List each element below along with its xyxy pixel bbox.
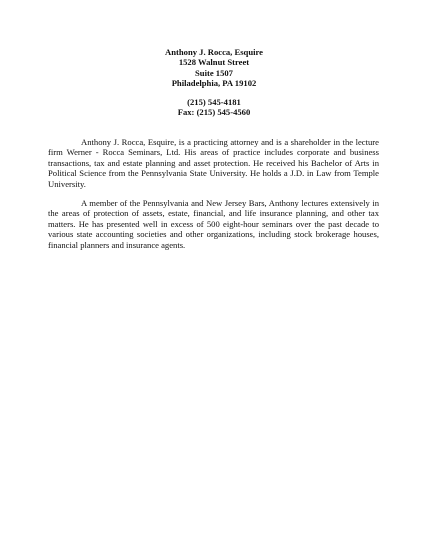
city-state-zip: Philadelphia, PA 19102 <box>171 77 257 88</box>
bio-paragraph-lectures: A member of the Pennsylvania and New Jersey Bars, Anthony lectures extensively in the areas of protection of assets, estate, financial, and life insurance planning, and other tax matters. He has presented well in excess of 500 eight-hour seminars over the past decade to various state accounting societies and other organizations, including stock brokerage houses, financial planners and insurance agents. <box>48 198 379 250</box>
header-spacer <box>0 88 428 97</box>
fax-number: Fax: (215) 545-4560 <box>177 107 251 118</box>
bio-paragraph-practice: Anthony J. Rocca, Esquire, is a practicing attorney and is a shareholder in the lecture firm Werner - Rocca Seminars, Ltd. His areas of practice includes corporate and business transactions, tax and estate planning and asset protection. He received his Bachelor of Arts in Political Science from the Pennsylvania State University. He holds a J.D. in Law from Temple University. <box>48 137 379 189</box>
phone-number: (215) 545-4181 <box>187 97 241 108</box>
attorney-name: Anthony J. Rocca, Esquire <box>165 47 263 57</box>
street-address: 1528 Walnut Street <box>178 57 250 68</box>
contact-header <box>0 47 428 118</box>
suite-number: Suite 1507 <box>195 67 233 78</box>
